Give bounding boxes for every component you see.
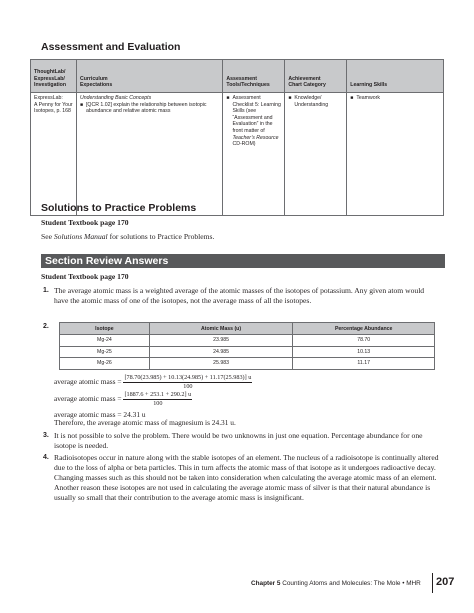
- mg-header-isotope: Isotope: [60, 323, 150, 335]
- tools-text-b: Teacher’s Resource: [232, 134, 279, 141]
- calculation-conclusion: Therefore, the average atomic mass of magnesium is 24.31 u.: [54, 418, 236, 427]
- mg-abundance: 78.70: [293, 335, 435, 347]
- page-number: 207: [436, 576, 455, 588]
- mg-abundance: 10.13: [293, 346, 435, 358]
- footer-title: Counting Atoms and Molecules: The Mole • MHR: [282, 580, 421, 587]
- fraction-1: [123, 374, 252, 391]
- mg-mass: 23.985: [149, 335, 293, 347]
- footer-chapter: Chapter 5: [251, 580, 281, 587]
- solutions-manual-ref: Solutions Manual: [53, 232, 108, 241]
- item-number: 2.: [43, 323, 49, 330]
- magnesium-table: [59, 322, 435, 370]
- item-number: 1.: [43, 287, 49, 294]
- header-curriculum: Curriculum Expectations: [76, 60, 222, 93]
- tools-text: [232, 95, 281, 148]
- fraction-denominator: 100: [153, 400, 163, 407]
- header-investigation: ThoughtLab/ ExpressLab/ Investigation: [31, 60, 77, 93]
- assessment-heading: Assessment and Evaluation: [41, 41, 181, 53]
- mg-isotope: Mg-26: [60, 358, 150, 370]
- skills-item: [350, 95, 440, 102]
- tools-text-a: Assessment Checklist 5: Learning Skills (see “Assessment and Evaluation” in the front matter of: [232, 95, 281, 134]
- mg-mass: 24.985: [149, 346, 293, 358]
- item-number: 4.: [43, 454, 49, 461]
- skills-text: Teamwork: [356, 95, 380, 101]
- mg-header-mass: Atomic Mass (u): [149, 323, 293, 335]
- page-footer: [251, 580, 421, 587]
- solutions-subheading: Student Textbook page 170: [41, 218, 129, 227]
- footer-divider: [432, 573, 433, 593]
- fraction-denominator: 100: [183, 383, 193, 390]
- cell-curriculum: [76, 93, 222, 216]
- calculation-result: average atomic mass = 24.31 u: [54, 410, 146, 419]
- mg-mass: 25.983: [149, 358, 293, 370]
- cell-skills: [347, 93, 444, 216]
- header-learning-skills: Learning Skills: [347, 60, 444, 93]
- table-row: [60, 346, 435, 358]
- bullet-icon: ■: [79, 101, 83, 108]
- assessment-table: [30, 59, 444, 216]
- calculation-line-1: [54, 374, 252, 391]
- fraction-2: [123, 391, 192, 408]
- curriculum-item: [80, 102, 219, 115]
- item-text: The average atomic mass is a weighted average of the atomic masses of the isotopes of potassium. Any given atom would have the atomic mass of one of the isotopes, not the average mass of all the isotopes.: [54, 286, 425, 305]
- fraction-numerator: [78.70(23.985) + 10.13(24.985) + 11.17(25.983)] u: [124, 374, 252, 381]
- calc-label: average atomic mass =: [54, 377, 122, 387]
- bullet-icon: ■: [350, 95, 354, 101]
- section-review-banner: [41, 254, 445, 268]
- mg-header-abundance: Percentage Abundance: [293, 323, 435, 335]
- mg-isotope: Mg-24: [60, 335, 150, 347]
- table-row: [60, 335, 435, 347]
- curriculum-text: [QCR 1.02] explain the relationship between isotopic abundance and relative atomic mass: [85, 101, 207, 115]
- see-rest: for solutions to Practice Problems.: [109, 232, 215, 241]
- category-item: [288, 95, 343, 108]
- mg-abundance: 11.17: [293, 358, 435, 370]
- section-review-title: Section Review Answers: [45, 255, 169, 267]
- assessment-row: [31, 93, 444, 216]
- item-text: It is not possible to solve the problem. There would be two unknowns in just one equation. Percentage abundance for one isotope is needed.: [54, 431, 423, 450]
- cell-tools: [223, 93, 285, 216]
- review-subheading: Student Textbook page 170: [41, 272, 129, 281]
- table-row: [60, 358, 435, 370]
- solutions-note: [41, 232, 214, 241]
- see-text: See: [41, 232, 52, 241]
- header-assessment-tools: Assessment Tools/Techniques: [223, 60, 285, 93]
- header-achievement: Achievement Chart Category: [285, 60, 347, 93]
- solutions-heading: Solutions to Practice Problems: [41, 202, 197, 214]
- cell-category: [285, 93, 347, 216]
- calculation-line-2: [54, 391, 192, 408]
- mg-header-row: [60, 323, 435, 335]
- bullet-icon: ■: [288, 95, 292, 101]
- item-number: 3.: [43, 432, 49, 439]
- curriculum-title: Understanding Basic Concepts: [79, 95, 152, 101]
- cell-lab: ExpressLab: A Penny for Your Isotopes, p. 168: [31, 93, 77, 216]
- fraction-numerator: [1887.6 + 253.1 + 290.2] u: [124, 391, 192, 398]
- bullet-icon: ■: [226, 95, 230, 101]
- mg-isotope: Mg-25: [60, 346, 150, 358]
- item-text: Radioisotopes occur in nature along with the stable isotopes of an element. The nucleus of a radioisotope is continually altered due to the loss of alpha or beta particles. This in turn affects the atomic mass of that isotope as it undergoes radioactive decay. Changing masses such as this should not be taken into consideration when calculating the average atomic mass of an element. Another reason these isotopes are not used in calculating the average atomic mass of silver is that their natural abundance is usually so small that their contribution to the average atomic mass is insignificant.: [54, 453, 439, 502]
- tools-text-c: CD-ROM): [232, 141, 256, 148]
- assessment-header-row: [31, 60, 444, 93]
- calc-label: average atomic mass =: [54, 394, 122, 404]
- tools-item: [226, 95, 281, 148]
- category-text: Knowledge/ Understanding: [294, 95, 329, 108]
